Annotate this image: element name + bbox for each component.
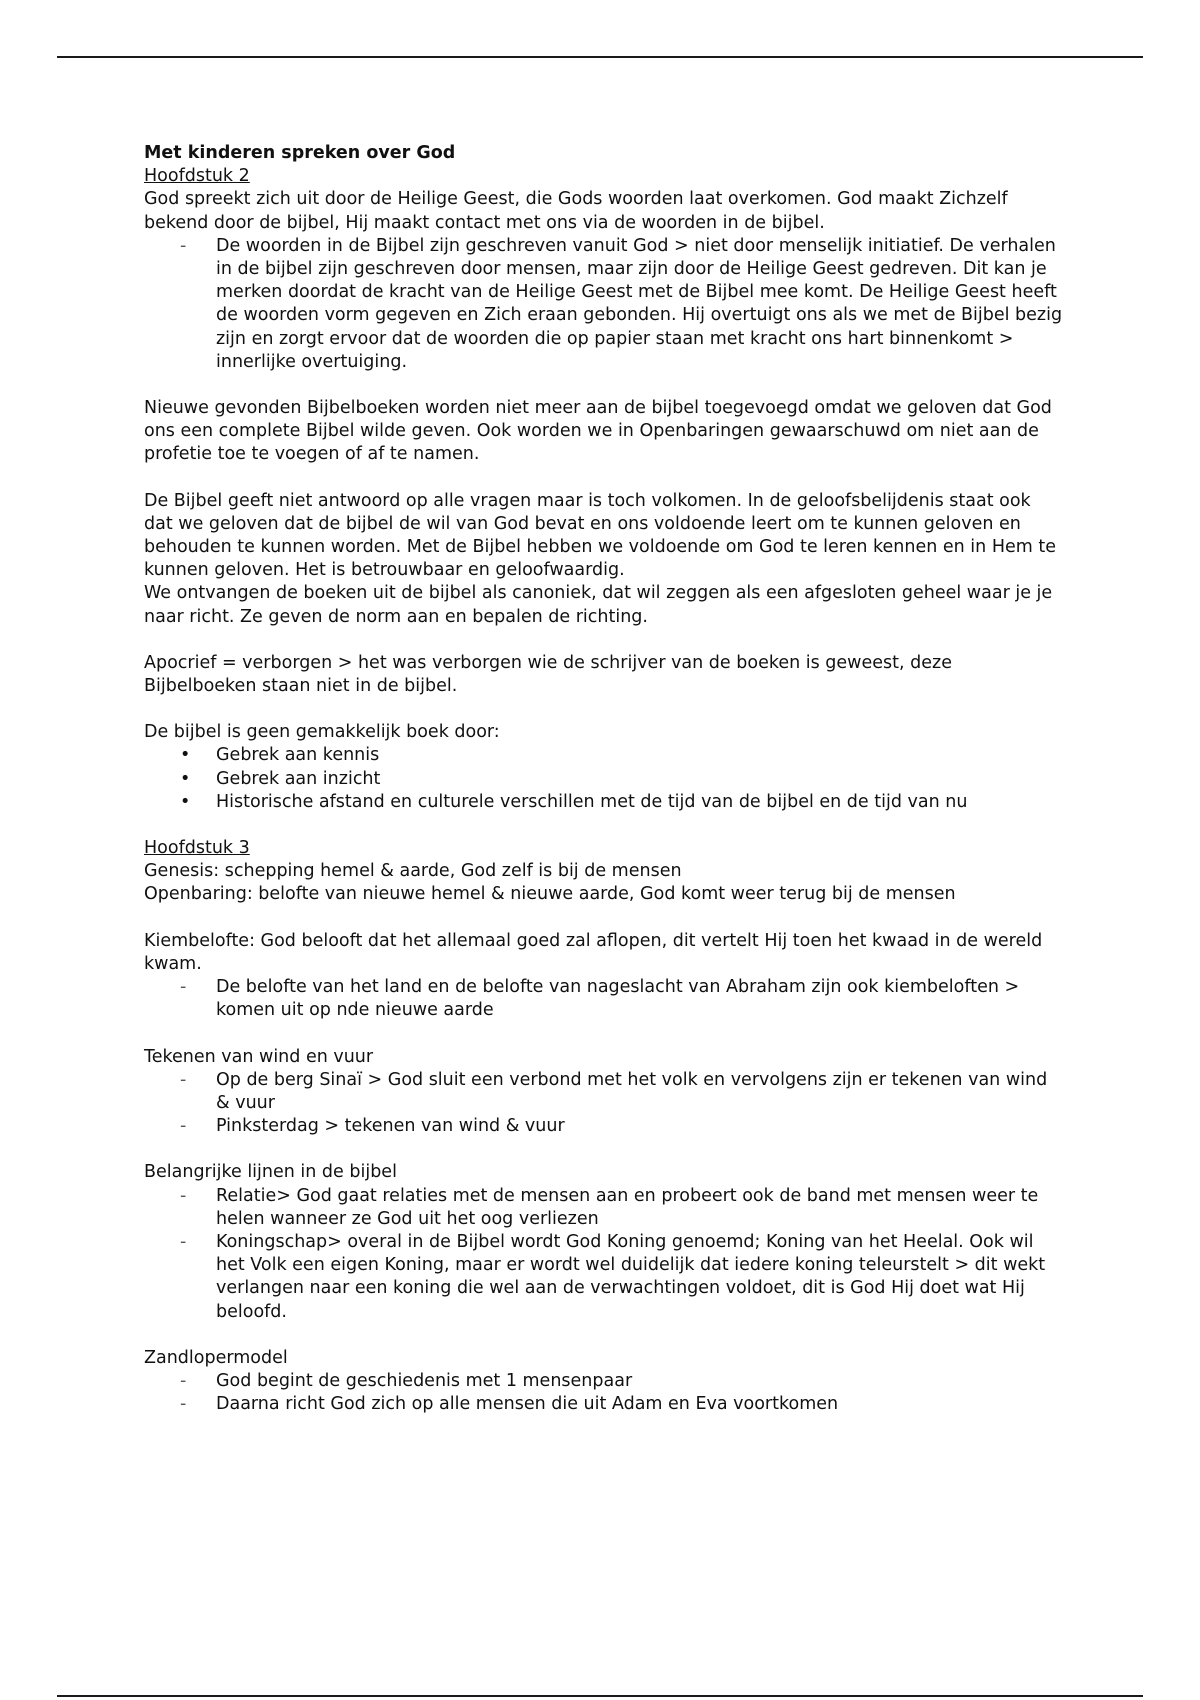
bullet-marker: • (180, 791, 191, 812)
bottom-rule (57, 1695, 1143, 1697)
paragraph: Apocrief = verborgen > het was verborgen wie de schrijver van de boeken is geweest, deze Bijbelboeken staan niet in de bijbel. (144, 652, 952, 697)
paragraph: Nieuwe gevonden Bijbelboeken worden niet meer aan de bijbel toegevoegd omdat we geloven dat God ons een complete Bijbel wilde geven. Ook worden we in Openbaringen gewaarschuwd om niet aan de profetie toe te voegen of af te namen. (144, 398, 1052, 465)
list-item-text: Gebrek aan inzicht (216, 768, 381, 789)
list-item-text: Koningschap> overal in de Bijbel wordt God Koning genoemd; Koning van het Heelal. Ook wil het Volk een eigen Koning, maar er wordt wel duidelijk dat iedere koning teleurstelt > dit wekt verlangen naar een koning die wel aan de verwachtingen voldoet, dit is God Hij doet wat Hij beloofd. (216, 1231, 1046, 1322)
list-item-text: God begint de geschiedenis met 1 mensenpaar (216, 1370, 633, 1391)
chapter-2-heading: Hoofdstuk 2 (144, 166, 250, 187)
list-item (144, 1115, 1064, 1138)
list-item (144, 1370, 1064, 1393)
paragraph: Tekenen van wind en vuur (144, 1046, 374, 1067)
paragraph: De bijbel is geen gemakkelijk boek door: (144, 722, 500, 743)
dash-marker: - (180, 1116, 187, 1137)
list-item-text: Daarna richt God zich op alle mensen die uit Adam en Eva voortkomen (216, 1394, 839, 1415)
paragraph: Kiembelofte: God belooft dat het allemaal goed zal aflopen, dit vertelt Hij toen het kwaad in de wereld kwam. (144, 930, 1043, 974)
list-item-text: Historische afstand en culturele verschillen met de tijd van de bijbel en de tijd van nu (216, 791, 968, 812)
paragraph: De Bijbel geeft niet antwoord op alle vragen maar is toch volkomen. In de geloofsbelijdenis staat ook dat we geloven dat de bijbel de wil van God bevat en ons voldoende leert om te kunnen geloven en behouden te kunnen worden. Met de Bijbel hebben we voldoende om God te leren kennen en in Hem te kunnen geloven. Het is betrouwbaar en geloofwaardig. (144, 490, 1056, 581)
dash-marker: - (180, 1069, 187, 1090)
chapter-3-heading: Hoofdstuk 3 (144, 838, 250, 859)
paragraph: Zandlopermodel (144, 1347, 288, 1368)
dash-list (144, 1069, 1064, 1139)
bullet-marker: • (180, 745, 191, 766)
list-item (144, 976, 1064, 1022)
list-item (144, 768, 1064, 791)
dash-marker: - (180, 1231, 187, 1252)
dash-marker: - (180, 1185, 187, 1206)
document-title: Met kinderen spreken over God (144, 143, 456, 163)
list-item-text: Relatie> God gaat relaties met de mensen aan en probeert ook de band met mensen weer te helen wanneer ze God uit het oog verliezen (216, 1185, 1039, 1229)
dash-list (144, 976, 1064, 1022)
list-item (144, 1231, 1064, 1324)
paragraph: Belangrijke lijnen in de bijbel (144, 1162, 397, 1183)
list-item (144, 1393, 1064, 1416)
paragraph: Openbaring: belofte van nieuwe hemel & nieuwe aarde, God komt weer terug bij de mensen (144, 884, 956, 905)
list-item-text: De belofte van het land en de belofte van nageslacht van Abraham zijn ook kiembeloften > komen uit op nde nieuwe aarde (216, 977, 1020, 1021)
top-rule (57, 56, 1143, 58)
list-item (144, 1069, 1064, 1115)
list-item-text: Op de berg Sinaï > God sluit een verbond met het volk en vervolgens zijn er tekenen van wind & vuur (216, 1069, 1048, 1113)
list-item-text: Gebrek aan kennis (216, 745, 380, 766)
dash-list (144, 235, 1064, 374)
list-item (144, 744, 1064, 767)
dash-marker: - (180, 977, 187, 998)
dash-list (144, 1185, 1064, 1324)
dash-list (144, 1370, 1064, 1416)
list-item (144, 791, 1064, 814)
dash-marker: - (180, 235, 187, 256)
dash-marker: - (180, 1394, 187, 1415)
list-item-text: Pinksterdag > tekenen van wind & vuur (216, 1116, 565, 1137)
list-item (144, 1185, 1064, 1231)
document-body (144, 142, 1064, 1416)
paragraph: Genesis: schepping hemel & aarde, God zelf is bij de mensen (144, 861, 682, 882)
list-item (144, 235, 1064, 374)
bullet-marker: • (180, 768, 191, 789)
paragraph: We ontvangen de boeken uit de bijbel als canoniek, dat wil zeggen als een afgesloten geheel waar je je naar richt. Ze geven de norm aan en bepalen de richting. (144, 583, 1053, 627)
paragraph: God spreekt zich uit door de Heilige Geest, die Gods woorden laat overkomen. God maakt Zichzelf bekend door de bijbel, Hij maakt contact met ons via de woorden in de bijbel. (144, 189, 1008, 233)
list-item-text: De woorden in de Bijbel zijn geschreven vanuit God > niet door menselijk initiatief. De verhalen in de bijbel zijn geschreven door mensen, maar zijn door de Heilige Geest gedreven. Dit kan je merken doordat de kracht van de Heilige Geest met de Bijbel mee komt. De Heilige Geest heeft de woorden vorm gegeven en Zich eraan gebonden. Hij overtuigt ons als we met de Bijbel bezig zijn en zorgt ervoor dat de woorden die op papier staan met kracht ons hart binnenkomt > innerlijke overtuiging. (216, 235, 1063, 372)
bullet-list (144, 744, 1064, 814)
dash-marker: - (180, 1370, 187, 1391)
